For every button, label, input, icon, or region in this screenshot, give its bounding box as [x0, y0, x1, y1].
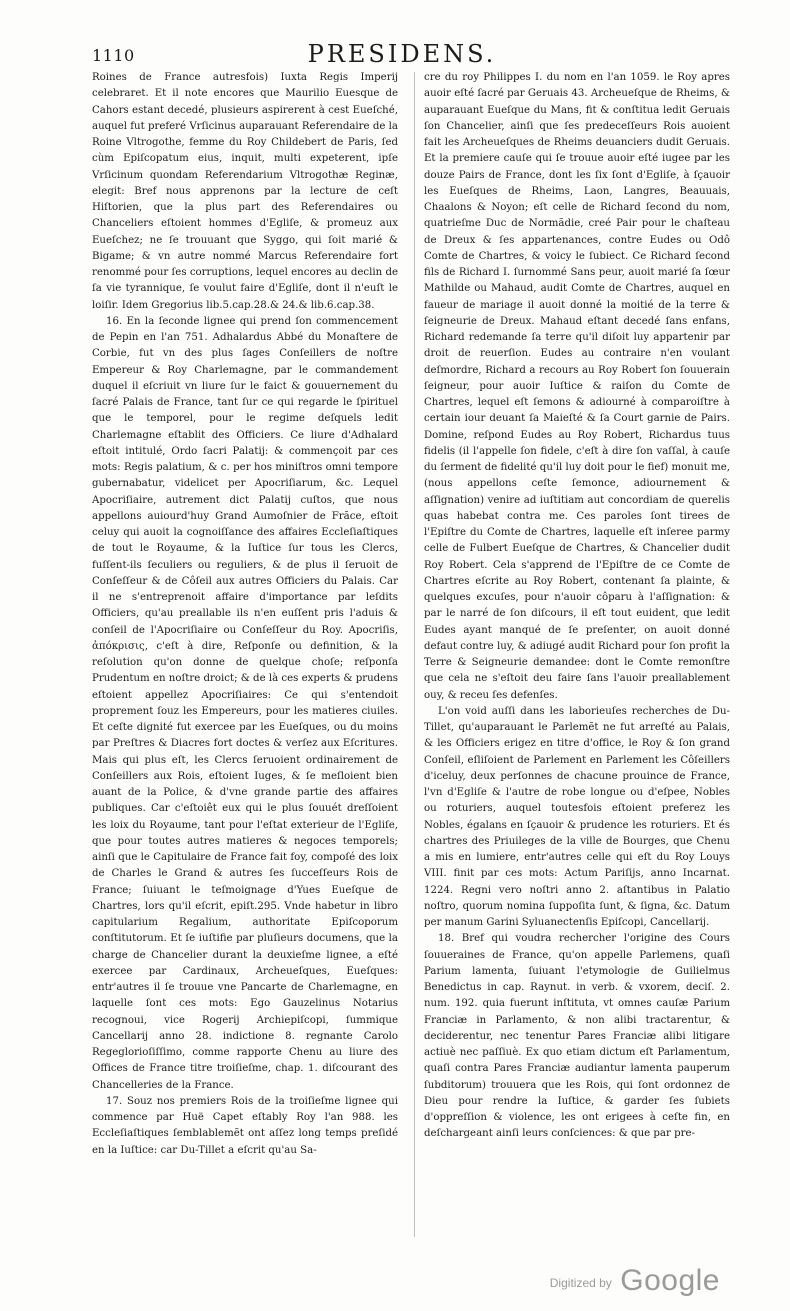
page-header: [92, 40, 712, 70]
left-column: [92, 70, 398, 1240]
paragraph: 18. Bref qui voudra rechercher l'origine des Cours ſouueraines de France, qu'on appelle Parlemens, quaſi Parium lamenta, ſuiuant l'etymologie de Guilielmus Benedictus in cap. Raynut. in verb. & vxorem, deciſ. 2. num. 192. quia fuerunt inſtituta, vt omnes cauſæ Parium Franciæ in Parlamento, & non alibi tractarentur, & deciderentur, nec tenentur Pares Franciæ alibi litigare actiuè nec paſſiuè. Ex quo etiam dictum eſt Parlamentum, quaſi contra Pares Franciæ audiantur lamenta pauperum ſubditorum) trouuera que les Rois, qui ſont ordonnez de Dieu pour rendre la Iuſtice, & garder ſes ſubiets d'oppreſſion & violence, les ont erigees à ceſte fin, en deſchargeant ainſi leurs conſciences: & que par pre-: [424, 933, 730, 1140]
running-head: PRESIDENS.: [307, 40, 497, 68]
column-divider: [414, 72, 415, 1237]
google-logo: Google: [620, 1264, 720, 1297]
page-number: 1110: [92, 46, 135, 65]
paragraph: Roines de France autresfois) Iuxta Regis Imperij celebraret. Et il note encores que Maurilio Euesque de Cahors estant decedé, plusieurs aspirerent à cest Eueſché, auquel fut preferé Vrſicinus auparauant Referendaire de la Roine Vltrogothe, femme du Roy Childebert de Paris, ſed cùm Epiſcopatum eius, inquit, multi expeterent, ipſe Vrſicinum quondam Referendarium Vltrogothæ Reginæ, elegit: Bref nous apprenons par la lecture de ceſt Hiſtorien, que la plus part des Referendaires ou Chanceliers eſtoient hommes d'Egliſe, & promeuz aux Eueſchez; ne ſe trouuant que Syggo, qui ſoit marié & Bigame; & vn autre nommé Marcus Referendaire fort renommé pour ſes corruptions, lequel encores au declin de ſa vie tyrannique, ſe voulut faire d'Egliſe, dont il n'euſt le loiſir. Idem Gregorius lib.5.cap.28.& 24.& lib.6.cap.38.: [92, 72, 398, 311]
paragraph: 16. En la ſeconde lignee qui prend ſon commencement de Pepin en l'an 751. Adhalardus Abbé du Monaſtere de Corbie, fut vn des plus ſages Conſeillers de noſtre Empereur & Roy Charlemagne, par le commandement duquel il eſcriuit vn liure ſur le faict & gouuernement du ſacré Palais de France, tant ſur ce qui regarde le ſpirituel que le temporel, pour le regime deſquels ledit Charlemagne eſtablit des Officiers. Ce liure d'Adhalard eſtoit intitulé, Ordo ſacri Palatij: & commençoit par ces mots: Regis palatium, & c. per hos miniſtros omni tempore gubernabatur, videlicet per Apocriſiarum, &c. Lequel Apocriſiaire, autrement dict Palatij cuſtos, que nous appellons auiourd'huy Grand Aumoſnier de Frãce, eſtoit celuy qui auoit la cognoiſſance des affaires Eccleſiaſtiques de tout le Royaume, & la Iuſtice ſur tous les Clercs, fuſſent-ils ſeculiers ou reguliers, & de plus il ſeruoit de Conſeſſeur & de Côſeil aux autres Officiers du Palais. Car il ne s'entreprenoit affaire d'importance par leſdits Officiers, qu'au preallable ils n'en euſſent pris l'aduis & conſeil de l'Apocriſiaire ou Conſeſſeur du Roy. Apocriſis, ἀπόκρισις, c'eſt à dire, Reſponſe ou definition, & la reſolution qu'on donne de quelque choſe; reſponſa Prudentum en noſtre droict; & de là ces experts & prudens eſtoient appellez Apocriſiaires: Ce qui s'entendoit proprement ſouz les Empereurs, pour les matieres ciuiles. Et ceſte dignité fut exercee par les Eueſques, ou du moins par Preſtres & Diacres fort doctes & verſez aux Eſcritures. Mais qui plus eſt, les Clercs ſeruoient ordinairement de Conſeillers aux Rois, eſtoient Iuges, & ſe meſloient bien auant de la Police, & d'vne grande partie des affaires publiques. Car c'eſtoiêt eux qui le plus ſouuét dreſſoient les loix du Royaume, tant pour l'eſtat exterieur de l'Egliſe, que pour toutes autres matieres & negoces temporels; ainſi que le Capitulaire de France fait foy, compoſé des loix de Charles le Grand & autres ſes ſucceſſeurs Rois de France; ſuiuant le teſmoignage d'Yues Eueſque de Chartres, lors qu'il eſcrit, epiſt.295. Vnde habetur in libro capitularium Regalium, authoritate Epiſcoporum conſtitutorum. Et ſe iuſtifie par pluſieurs documens, que la charge de Chancelier durant la deuxieſme lignee, a eſté exercee par Cardinaux, Archeueſques, Eueſques: entr'autres il ſe trouue vne Pancarte de Charlemagne, en laquelle ſont ces mots: Ego Gauzelinus Notarius recognoui, vice Rogerij Archiepiſcopi, ſummique Cancellarij anno 28. indictione 8. regnante Carolo Regeglorioſiſſimo, comme rapporte Chenu au liure des Offices de France titre troiſieſme, chap. 1. diſcourant des Chancelleries de la France.: [92, 315, 398, 1091]
watermark-prefix: Digitized by: [549, 1276, 612, 1290]
paragraph: L'on void auſſi dans les laborieuſes recherches de Du-Tillet, qu'auparauant le Parlemẽt ne fut arreſté au Palais, & les Officiers erigez en titre d'office, le Roy & ſon grand Conſeil, eſliſoient de Parlement en Parlement les Côſeillers d'iceluy, deux perſonnes de chacune prouince de France, l'vn d'Egliſe & l'autre de robe longue ou d'eſpee, Nobles ou roturiers, auquel toutesfois eſtoient preferez les Nobles, égalans en ſçauoir & prudence les roturiers. Et és chartres des Priuileges de la ville de Bourges, que Chenu a mis en lumiere, entr'autres celle qui eſt du Roy Louys VIII. finit par ces mots: Actum Pariſijs, anno Incarnat. 1224. Regni vero noſtri anno 2. aſtantibus in Palatio noſtro, quorum nomina ſuppoſita ſunt, & ſigna, &c. Datum per manum Garini Syluanectenſis Epiſcopi, Cancellarij.: [424, 705, 730, 928]
paragraph: cre du roy Philippes I. du nom en l'an 1059. le Roy apres auoir eſté ſacré par Geruais 43. Archeueſque de Rheims, & auparauant Eueſque du Mans, fit & conſtitua ledit Geruais ſon Chancelier, ainſi que ſes predeceſſeurs Rois auoient fait les Archeueſques de Rheims deuanciers dudit Geruais. Et la premiere cauſe qui ſe trouue auoir eſté iugee par les douze Pairs de France, dont les ſix ſont d'Egliſe, à ſçauoir les Eueſques de Rheims, Laon, Langres, Beauuais, Chaalons & Noyon; eſt celle de Richard ſecond du nom, quatrieſme Duc de Normãdie, creé Pair pour le chaſteau de Dreux & ſes appartenances, contre Eudes ou Odô Comte de Chartres, & voicy le ſubiect. Ce Richard ſecond fils de Richard I. ſurnommé Sans peur, auoit marié ſa ſœur Mathilde ou Mahaud, audit Comte de Chartres, auquel en faueur de mariage il auoit donné la moitié de la terre & ſeigneurie de Dreux. Mahaud eſtant decedé ſans enfans, Richard redemande ſa terre qu'il diſoit luy appartenir par droit de reuerſion. Eudes au contraire n'en voulant deſmordre, Richard a recours au Roy Robert ſon ſouuerain ſeigneur, pour auoir Iuſtice & raiſon du Comte de Chartres, lequel eſt ſemons & adiourné à comparoiſtre à certain iour deuant ſa Maieſté & ſa Court garnie de Pairs. Domine, reſpond Eudes au Roy Robert, Richardus tuus fidelis (il l'appelle ſon fidele, c'eſt à dire ſon vaſſal, à cauſe du ſerment de fidelité qu'il luy doit pour le fief) monuit me, (nous appellons ceſte ſemonce, adiournement & aſſignation) venire ad iuſtitiam aut concordiam de querelis quas habebat contra me. Ces paroles ſont tirees de l'Epiſtre du Comte de Chartres, laquelle eſt inſeree parmy celle de Fulbert Eueſque de Chartres, & Chancelier dudit Roy Robert. Cela s'apprend de l'Epiſtre de ce Comte de Chartres eſcrite au Roy Robert, contenant ſa plainte, & quelques excuſes, pour n'auoir côparu à l'aſſignation: & par le narré de ſon diſcours, il eſt tout euident, que ledit Eudes ayant manqué de ſe preſenter, on auoit donné defaut contre luy, & adiugé audit Richard pour ſon profit la Terre & Seigneurie demandee: dont le Comte remonſtre que cela ne s'eſtoit deu faire ſans l'auoir preallablement ouy, & receu ſes defenſes.: [424, 72, 730, 701]
digitized-by-google-watermark: [550, 1264, 720, 1298]
right-column: [424, 70, 730, 1240]
paragraph: 17. Souz nos premiers Rois de la troiſieſme lignee qui commence par Huë Capet eſtably Roy l'an 988. les Eccleſiaſtiques ſemblablemẽt ont aſſez long temps preſidé en la Iuſtice: car Du-Tillet a eſcrit qu'au Sa-: [92, 1095, 398, 1156]
